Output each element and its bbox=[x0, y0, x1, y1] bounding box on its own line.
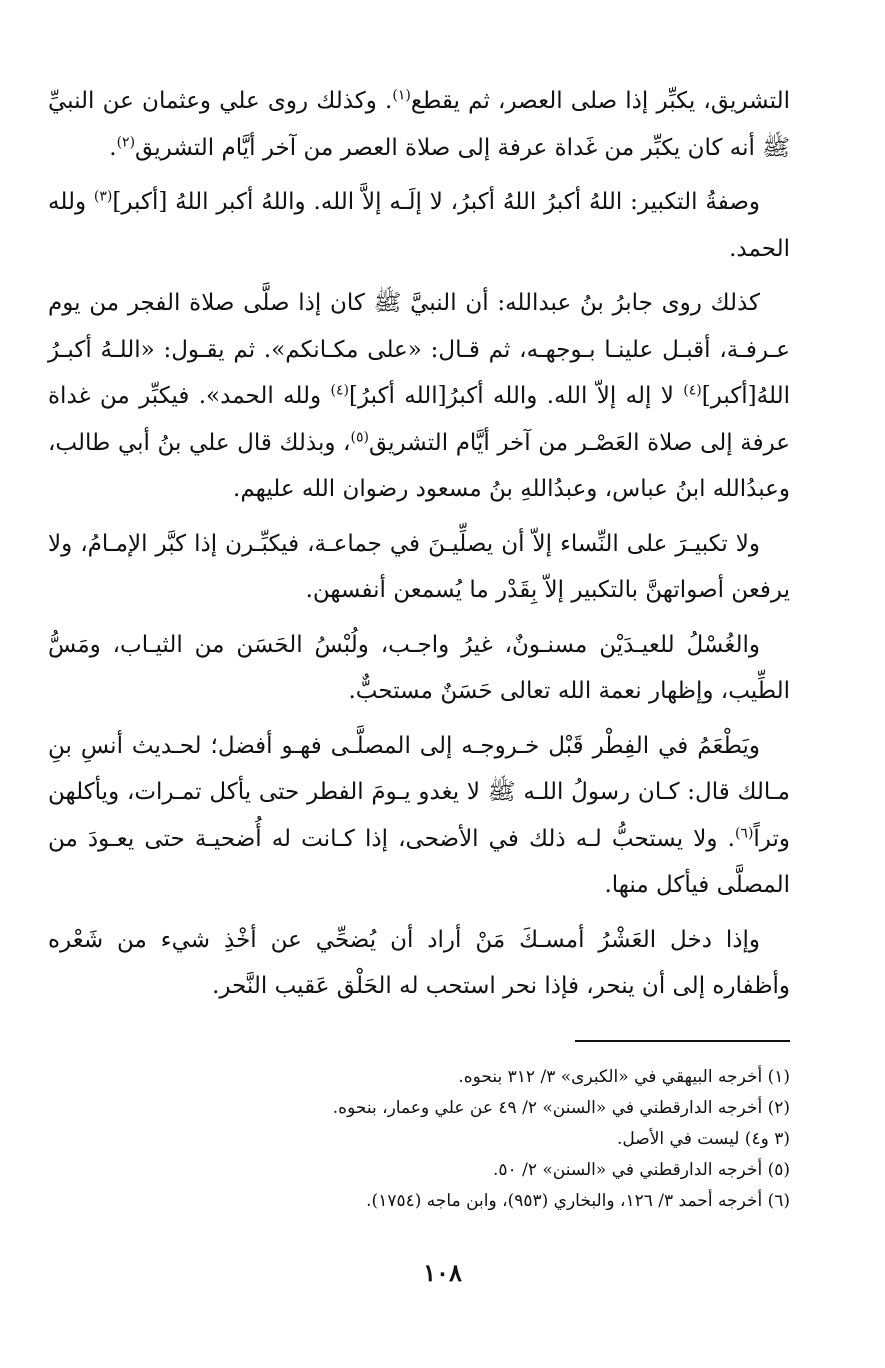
footnote-divider bbox=[575, 1040, 790, 1042]
paragraph-4: ولا تكبيـرَ على النِّساء إلاّ أن يصلِّيـنَ في جماعـة، فيكبِّـرن إذا كبَّر الإمـامُ، ولا يرفعن أصواتهنَّ بالتكبير إلاّ بِقَدْر ما يُسمعن أنفسهن. bbox=[48, 530, 790, 603]
footnote-5: (٥) أخرجه الدارقطني في «السنن» ٢/ ٥٠. bbox=[493, 1160, 790, 1180]
footnote-ref-5: (٥) bbox=[350, 428, 369, 445]
footnote-1: (١) أخرجه البيهقي في «الكبرى» ٣/ ٣١٢ بنحوه. bbox=[458, 1067, 790, 1087]
paragraph-1: التشريق، يكبِّر إذا صلى العصر، ثم يقطع$^{(١)}$. وكذلك روى علي وعثمان عن النبيِّ ﷺ أنه كان يكبِّر من غَداة عرفة إلى صلاة العصر من آخر أيَّام التشريق$^{(٢)}$. bbox=[48, 87, 790, 161]
footnote-ref-6: (٦) bbox=[734, 824, 754, 841]
page-number: ١٠٨ bbox=[423, 1258, 462, 1287]
paragraph-7: وإذا دخل العَشْرُ أمسـكَ مَنْ أراد أن يُضحِّي عن أخْذِ شيء من شَعْره وأظفاره إلى أن ينحر، فإذا نحر استحب له الحَلْق عَقيب النَّحر. bbox=[48, 926, 790, 999]
footnote-3-4: (٣ و٤) ليست في الأصل. bbox=[617, 1129, 790, 1149]
paragraph-3: كذلك روى جابرُ بنُ عبدالله: أن النبيَّ ﷺ كان إذا صلَّى صلاة الفجر من يوم عـرفـة، أقبـل علينـا بـوجهـه، ثم قـال: «على مكـانكم». ثم يقـول: «اللـهُ أكبـرُ اللهُ[أكبر]$^{(٤)}$ لا إله إلاّ الله. والله أكبرُ[الله أكبرُ]$^{(٤)}$ ولله الحمد». فيكبِّر من غداة عرفة إلى صلاة العَصْـر من آخر أيَّام التشريق$^{(٥)}$، وبذلك قال علي بنُ أبي طالب، وعبدُالله ابنُ عباس، وعبدُاللهِ بنُ مسعود رضوان الله عليهم. bbox=[48, 290, 791, 502]
footnote-6: (٦) أخرجه أحمد ٣/ ١٢٦، والبخاري (٩٥٣)، وابن ماجه (١٧٥٤). bbox=[366, 1191, 790, 1211]
footnote-ref-4a: (٤) bbox=[683, 382, 702, 399]
paragraph-6: ويَطْعَمُ في الفِطْر قَبْل خـروجـه إلى المصلَّـى فهـو أفضل؛ لحـديث أنسِ بنِ مـالك قال: كـان رسولُ اللـه ﷺ لا يغدو يـومَ الفطر حتى يأكل تمـرات، ويأكلهن وتراً$^{(٦)}$. ولا يستحبُّ لـه ذلك في الأضحى، إذا كـانت له أُضحيـة حتى يعـودَ من المصلَّى فيأكل منها. bbox=[48, 732, 790, 898]
footnote-2: (٢) أخرجه الدارقطني في «السنن» ٢/ ٤٩ عن علي وعمار، بنحوه. bbox=[332, 1098, 790, 1118]
footnote-ref-1: (١) bbox=[392, 87, 411, 104]
footnote-ref-3: (٣) bbox=[93, 188, 113, 205]
paragraph-5: والغُسْلُ للعيـدَيْن مسنـونٌ، غيرُ واجـب، ولُبْسُ الحَسَن من الثيـاب، ومَسُّ الطِّيب، وإظهار نعمة الله تعالى حَسَنٌ مستحبٌّ. bbox=[48, 631, 790, 704]
footnotes bbox=[80, 1062, 790, 1217]
paragraph-2: وصفةُ التكبير: اللهُ أكبرُ اللهُ أكبرُ، لا إلَـه إلاَّ الله. واللهُ أكبر اللهُ [أكبر]$^{(٣)}$ ولله الحمد. bbox=[48, 188, 790, 262]
footnote-ref-4b: (٤) bbox=[330, 382, 349, 399]
main-text bbox=[48, 78, 790, 1018]
footnote-ref-2: (٢) bbox=[116, 133, 136, 150]
